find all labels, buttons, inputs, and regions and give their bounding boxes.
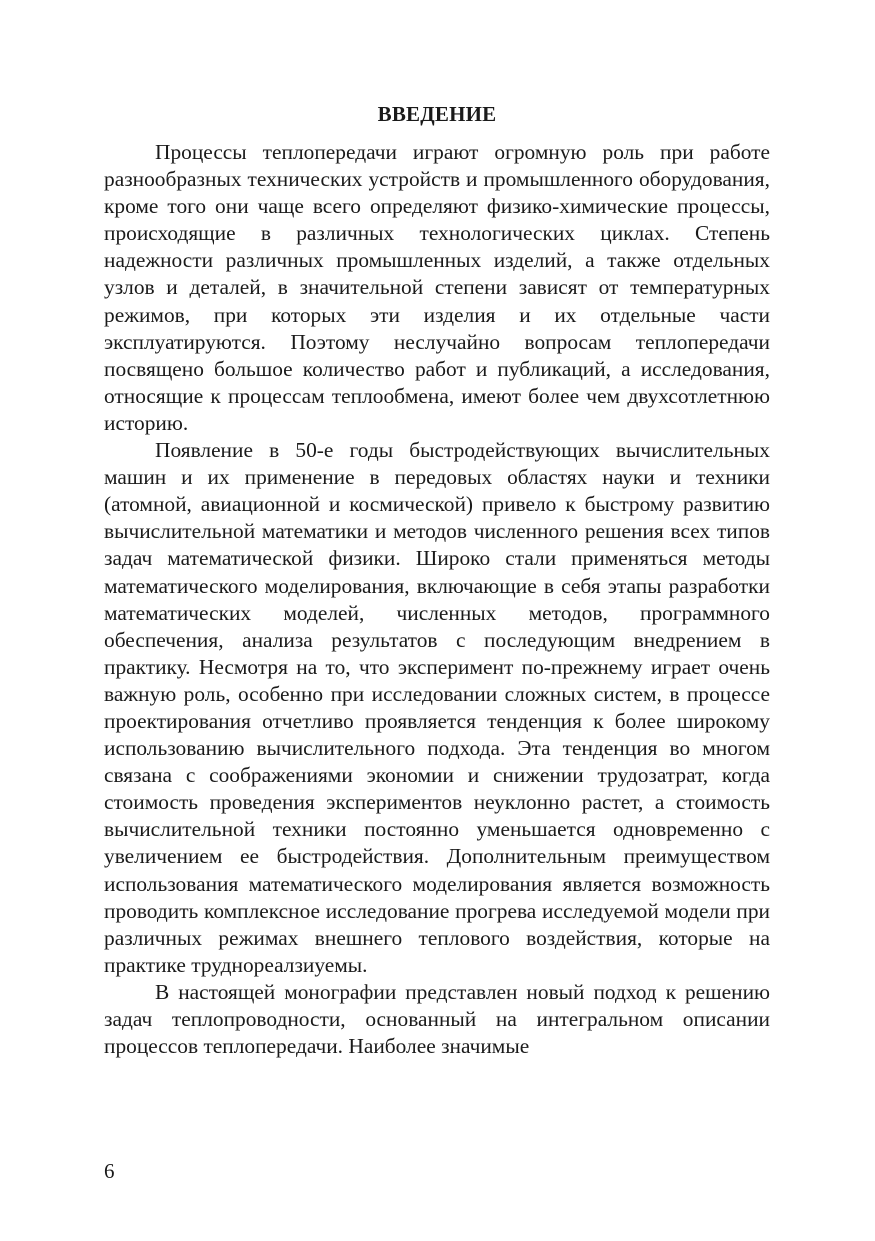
paragraph-monograph-approach: В настоящей монографии представлен новый подход к решению задач теплопроводности, основанный на интегральном описании процессов теплопередачи. Наиболее значимые <box>104 979 770 1059</box>
paragraph-computing-modeling: Появление в 50-е годы быстродействующих вычислительных машин и их применение в передовых областях науки и техники (атомной, авиационной и космической) привело к быстрому развитию вычислительной математики и методов численного решения всех типов задач математической физики. Широко стали применяться методы математического моделирования, включающие в себя этапы разработки математических моделей, численных методов, программного обеспечения, анализа результатов с последующим внедрением в практику. Несмотря на то, что эксперимент по-прежнему играет очень важную роль, особенно при исследовании сложных систем, в процессе проектирования отчетливо проявляется тенденция к более широкому использованию вычислительного подхода. Эта тенденция во многом связана с соображениями экономии и снижении трудозатрат, когда стоимость проведения экспериментов неуклонно растет, а стоимость вычислительной техники постоянно уменьшается одновременно с увеличением ее быстродействия. Дополнительным преимуществом использования математического моделирования является возможность проводить комплексное исследование прогрева исследуемой модели при различных режимах внешнего теплового воздействия, которые на практике труднореалзиуемы. <box>104 438 770 977</box>
page-number: 6 <box>104 1159 115 1183</box>
paragraph-heat-transfer-intro: Процессы теплопередачи играют огромную роль при работе разнообразных технических устройств и промышленного оборудования, кроме того они чаще всего определяют физико-химические процессы, происходящие в различных технологических циклах. Степень надежности различных промышленных изделий, а также отдельных узлов и деталей, в значительной степени зависят от температурных режимов, при которых эти изделия и их отдельные части эксплуатируются. Поэтому неслучайно вопросам теплопередачи посвящено большое количество работ и публикаций, а исследования, относящие к процессам теплообмена, имеют более чем двухсотлетнюю историю. <box>104 140 770 435</box>
body-text <box>104 139 770 1060</box>
page-title: ВВЕДЕНИЕ <box>377 102 497 127</box>
